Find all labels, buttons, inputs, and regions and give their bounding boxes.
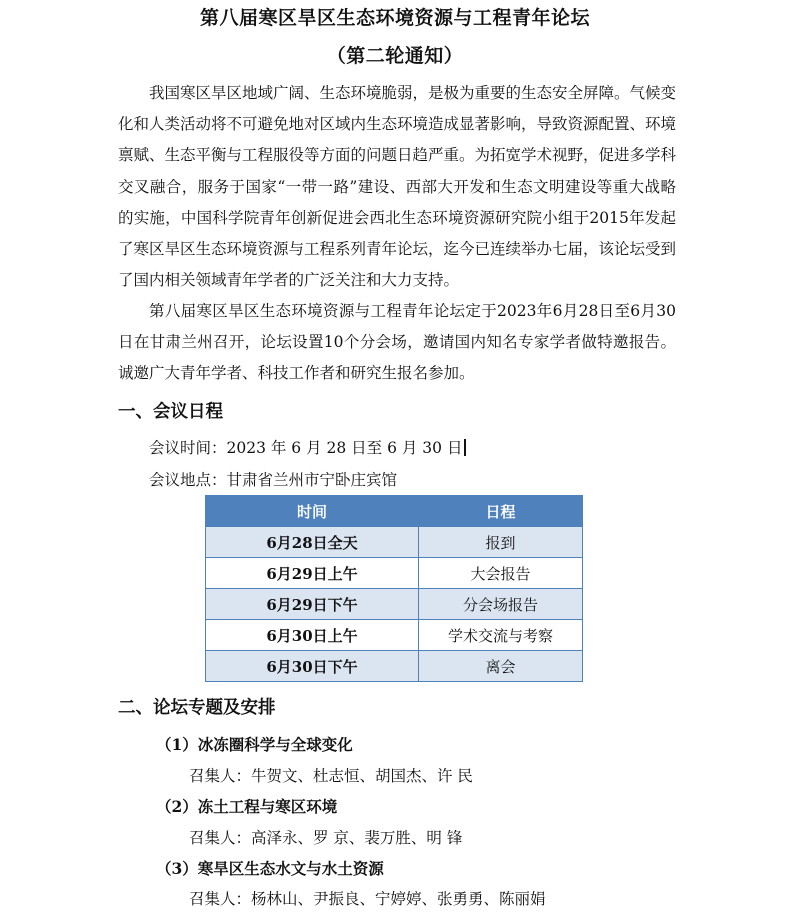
forum-paragraph: 第八届寒区旱区生态环境资源与工程青年论坛定于2023年6月28日至6月30日在甘肃兰州召开，论坛设置10个分会场，邀请国内知名专家学者做特邀报告。诚邀广大青年学者、科技工作者和研究生报名参加。	[118, 302, 676, 383]
text-cursor	[464, 439, 466, 456]
topic-conveners: 召集人：杨林山、尹振良、宁婷婷、张勇勇、陈丽娟	[189, 890, 546, 908]
table-cell-time: 6月30日上午	[206, 620, 419, 651]
table-cell-time: 6月28日全天	[206, 527, 419, 558]
table-cell-agenda: 分会场报告	[419, 589, 583, 620]
meeting-time	[149, 436, 466, 458]
table-cell-time: 6月29日下午	[206, 589, 419, 620]
topic-title: （3）寒旱区生态水文与水土资源	[156, 859, 384, 878]
table-cell-time: 6月29日上午	[206, 558, 419, 589]
table-cell-agenda: 离会	[419, 651, 583, 682]
table-row	[206, 558, 583, 589]
section-heading-topics: 二、论坛专题及安排	[118, 698, 276, 718]
table-cell-agenda: 大会报告	[419, 558, 583, 589]
topic-conveners: 召集人：牛贺文、杜志恒、胡国杰、许 民	[189, 767, 473, 785]
table-row	[206, 589, 583, 620]
document-subtitle: （第二轮通知）	[326, 45, 464, 67]
topic-conveners: 召集人：高泽永、罗 京、裴万胜、明 锋	[189, 829, 463, 847]
table-header-cell: 时间	[206, 496, 419, 527]
meeting-time-text: 会议时间：2023 年 6 月 28 日至 6 月 30 日	[149, 439, 463, 457]
schedule-table	[205, 495, 583, 682]
intro-paragraph: 我国寒区旱区地域广阔、生态环境脆弱，是极为重要的生态安全屏障。气候变化和人类活动将不可避免地对区域内生态环境造成显著影响，导致资源配置、环境禀赋、生态平衡与工程服役等方面的问题日趋严重。为拓宽学术视野，促进多学科交叉融合，服务于国家“一带一路”建设、西部大开发和生态文明建设等重大战略的实施，中国科学院青年创新促进会西北生态环境资源研究院小组于2015年发起了寒区旱区生态环境资源与工程系列青年论坛，迄今已连续举办七届，该论坛受到了国内相关领域青年学者的广泛关注和大力支持。	[118, 84, 677, 290]
table-header-cell: 日程	[419, 496, 583, 527]
table-row	[206, 527, 583, 558]
topic-title: （2）冻土工程与寒区环境	[156, 797, 338, 816]
table-header-row	[206, 496, 583, 527]
meeting-place: 会议地点：甘肃省兰州市宁卧庄宾馆	[149, 471, 398, 489]
table-cell-agenda: 报到	[419, 527, 583, 558]
topic-title: （1）冰冻圈科学与全球变化	[156, 735, 353, 754]
table-row	[206, 620, 583, 651]
table-cell-agenda: 学术交流与考察	[419, 620, 583, 651]
document-title: 第八届寒区旱区生态环境资源与工程青年论坛	[199, 7, 590, 29]
section-heading-schedule: 一、会议日程	[118, 402, 223, 422]
table-row	[206, 651, 583, 682]
table-cell-time: 6月30日下午	[206, 651, 419, 682]
